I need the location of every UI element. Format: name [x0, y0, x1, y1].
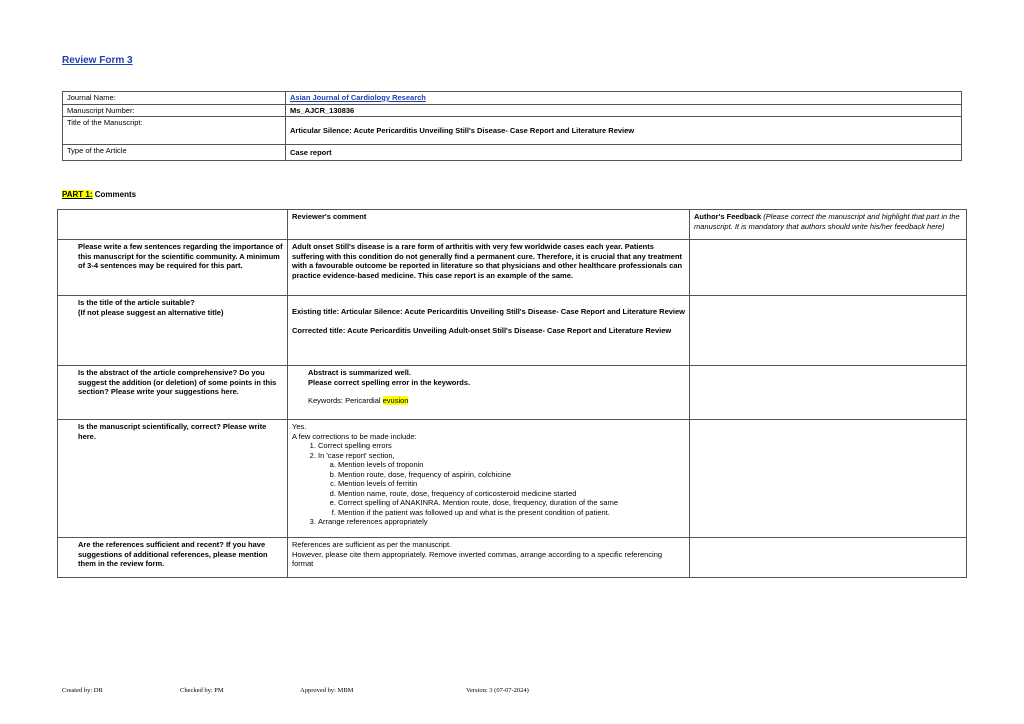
comment-importance: Adult onset Still's disease is a rare form of arthritis with very few worldwide cases each year. Patients suffering with this condition do not generally find a permanent cure. Therefore, it is crucial that any treatment with a favourable outcome be reported in literature so that physicians and other healthcare professionals can practice evidence-based medicine. This case report is an example of the same. [288, 240, 690, 296]
list-item: e. Correct spelling of ANAKINRA. Mention route, dose, frequency, duration of the same [338, 498, 685, 508]
references-line-2: However, please cite them appropriately. Remove inverted commas, arrange according to a specific referencing format [292, 549, 663, 568]
header-empty-cell [58, 210, 288, 240]
case-report-sublist [318, 460, 685, 517]
question-scientific: Is the manuscript scientifically, correct? Please write here. [58, 420, 288, 538]
list-item: f. Mention if the patient was followed up and what is the present condition of patient. [338, 508, 685, 518]
table-row [58, 366, 967, 420]
author-feedback-cell[interactable] [690, 538, 967, 578]
comment-title [288, 296, 690, 366]
author-feedback-title: Author's Feedback [694, 212, 762, 221]
list-item: b. Mention route, dose, frequency of aspirin, colchicine [338, 470, 685, 480]
reviewer-comment-header: Reviewer's comment [288, 210, 690, 240]
list-item: a. Mention levels of troponin [338, 460, 685, 470]
journal-value[interactable] [286, 92, 962, 105]
table-row [58, 538, 967, 578]
footer-checked-by: Checked by: PM [180, 687, 224, 694]
journal-link[interactable]: Asian Journal of Cardiology Research [290, 93, 426, 102]
keywords-highlight: evusion [382, 396, 409, 405]
table-row [58, 296, 967, 366]
manuscript-number-value: Ms_AJCR_130836 [286, 104, 962, 117]
scientific-yes: Yes. [292, 422, 307, 431]
article-type-label: Type of the Article [63, 145, 286, 161]
question-references: Are the references sufficient and recent? If you have suggestions of additional references, please mention them in the review form. [58, 538, 288, 578]
part-heading [62, 190, 136, 199]
manuscript-info-table [62, 91, 962, 161]
corrected-title: Corrected title: Acute Pericarditis Unveiling Adult-onset Still's Disease- Case Report and Literature Review [292, 325, 672, 335]
comment-scientific [288, 420, 690, 538]
scientific-intro: A few corrections to be made include: [292, 431, 417, 441]
author-feedback-instruction: (Please correct the manuscript and highlight that part in the manuscript. It is mandatory that authors should write his/her feedback here) [694, 212, 960, 231]
author-feedback-cell[interactable] [690, 420, 967, 538]
question-abstract: Is the abstract of the article comprehensive? Do you suggest the addition (or deletion) of some points in this section? Please write your suggestions here. [58, 366, 288, 420]
author-feedback-cell[interactable] [690, 296, 967, 366]
title-label: Title of the Manuscript: [63, 117, 286, 145]
abstract-line-1: Abstract is summarized well. [308, 368, 411, 377]
form-title: Review Form 3 [62, 55, 133, 66]
list-item: 2. In 'case report' section, a. Mention levels of troponin b. Mention route, dose, frequency of aspirin, colchicine c. Mention levels of ferritin d. Mention name, route, dose, frequency of corticosteroid medicine started e. Correct spelling of ANAKINRA. Mention route, dose, frequency, duration of the same f. Mention if the patient was followed up and what is the present condition of patient. [318, 451, 685, 518]
footer-created-by: Created by: DR [62, 687, 103, 694]
footer-approved-by: Approved by: MBM [300, 687, 354, 694]
author-feedback-header [690, 210, 967, 240]
table-row [58, 420, 967, 538]
question-title: Is the title of the article suitable? (If not please suggest an alternative title) [58, 296, 288, 366]
list-item: 1. Correct spelling errors [318, 441, 685, 451]
list-item: d. Mention name, route, dose, frequency of corticosteroid medicine started [338, 489, 685, 499]
article-type-value: Case report [286, 145, 962, 161]
question-importance: Please write a few sentences regarding the importance of this manuscript for the scientific community. A minimum of 3-4 sentences may be required for this part. [58, 240, 288, 296]
keywords-line [308, 396, 685, 406]
title-value: Articular Silence: Acute Pericarditis Unveiling Still's Disease- Case Report and Literature Review [286, 117, 962, 145]
table-row [58, 240, 967, 296]
part-label: PART 1: [62, 190, 93, 199]
comment-abstract [288, 366, 690, 420]
list-item: 3. Arrange references appropriately [318, 517, 685, 527]
list-item: c. Mention levels of ferritin [338, 479, 685, 489]
manuscript-number-label: Manuscript Number: [63, 104, 286, 117]
footer-version: Version: 3 (07-07-2024) [466, 687, 529, 694]
part-text: Comments [92, 190, 137, 199]
references-line-1: References are sufficient as per the manuscript. [292, 540, 452, 549]
comment-references [288, 538, 690, 578]
comments-table [57, 209, 967, 578]
existing-title: Existing title: Articular Silence: Acute Pericarditis Unveiling Still's Disease- Case Report and Literature Review [292, 307, 686, 316]
corrections-list [292, 441, 685, 527]
author-feedback-cell[interactable] [690, 366, 967, 420]
author-feedback-cell[interactable] [690, 240, 967, 296]
comments-header-row [58, 210, 967, 240]
journal-label: Journal Name: [63, 92, 286, 105]
keywords-prefix: Keywords: Pericardial [308, 396, 383, 405]
abstract-line-2: Please correct spelling error in the keywords. [308, 377, 471, 387]
